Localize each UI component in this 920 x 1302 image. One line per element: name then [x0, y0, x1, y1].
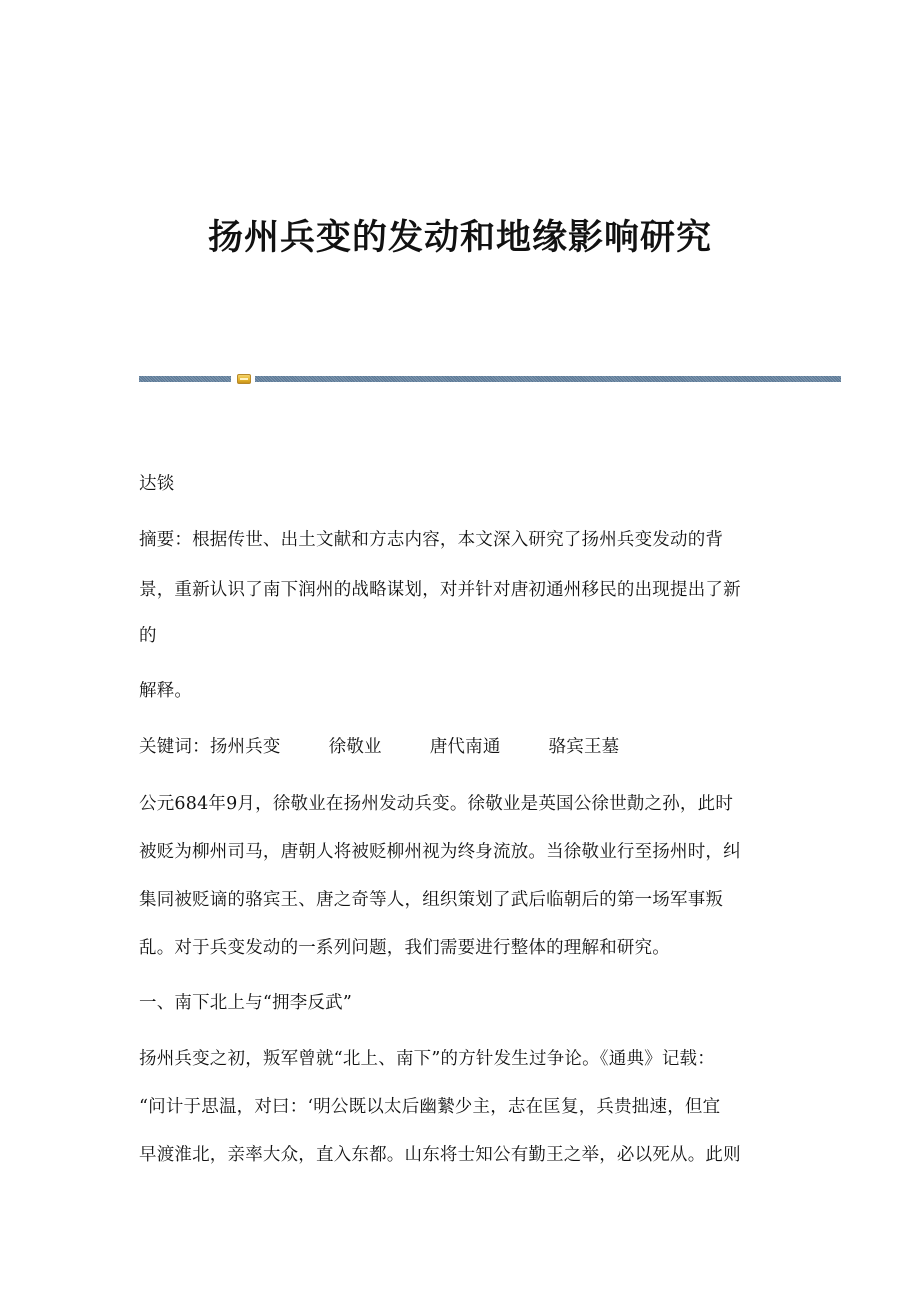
keyword-item: 唐代南通	[429, 737, 501, 757]
divider-ornament-icon	[237, 374, 251, 384]
paragraph2-line-1: 扬州兵变之初，叛军曾就“北上、南下”的方针发生过争论。《通典》记载：	[139, 1049, 715, 1069]
divider-bar-right	[255, 376, 841, 382]
keywords-label: 关键词：	[139, 737, 210, 757]
abstract-line-2: 景，重新认识了南下润州的战略谋划，对并针对唐初通州移民的出现提出了新	[139, 580, 741, 600]
author: 达锬	[139, 474, 175, 494]
abstract-line-4: 解释。	[139, 681, 193, 701]
paragraph2-line-2: “问计于思温，对曰：‘明公既以太后幽縶少主，志在匡复，兵贵拙速，但宜	[139, 1097, 721, 1117]
paragraph1-line-3: 集同被贬谪的骆宾王、唐之奇等人，组织策划了武后临朝后的第一场军事叛	[139, 890, 724, 910]
keywords-line	[139, 735, 619, 759]
paragraph2-line-3: 早渡淮北，亲率大众，直入东都。山东将士知公有勤王之举，必以死从。此则	[139, 1145, 741, 1165]
abstract-line-3: 的	[139, 626, 157, 646]
title-divider	[139, 374, 841, 384]
keyword-item: 骆宾王墓	[548, 737, 620, 757]
paragraph1-line-4: 乱。对于兵变发动的一系列问题，我们需要进行整体的理解和研究。	[139, 938, 670, 958]
document-title: 扬州兵变的发动和地缘影响研究	[207, 218, 712, 258]
paragraph1-line-2: 被贬为柳州司马，唐朝人将被贬柳州视为终身流放。当徐敬业行至扬州时，纠	[139, 842, 741, 862]
keyword-item: 徐敬业	[328, 737, 382, 757]
keyword-item: 扬州兵变	[209, 737, 281, 757]
divider-bar-left	[139, 376, 231, 382]
section-heading: 一、南下北上与“拥李反武”	[139, 993, 352, 1013]
abstract-line-1: 摘要：根据传世、出土文献和方志内容，本文深入研究了扬州兵变发动的背	[139, 530, 724, 550]
paragraph1-line-1: 公元684年9月，徐敬业在扬州发动兵变。徐敬业是英国公徐世勣之孙，此时	[139, 794, 734, 814]
